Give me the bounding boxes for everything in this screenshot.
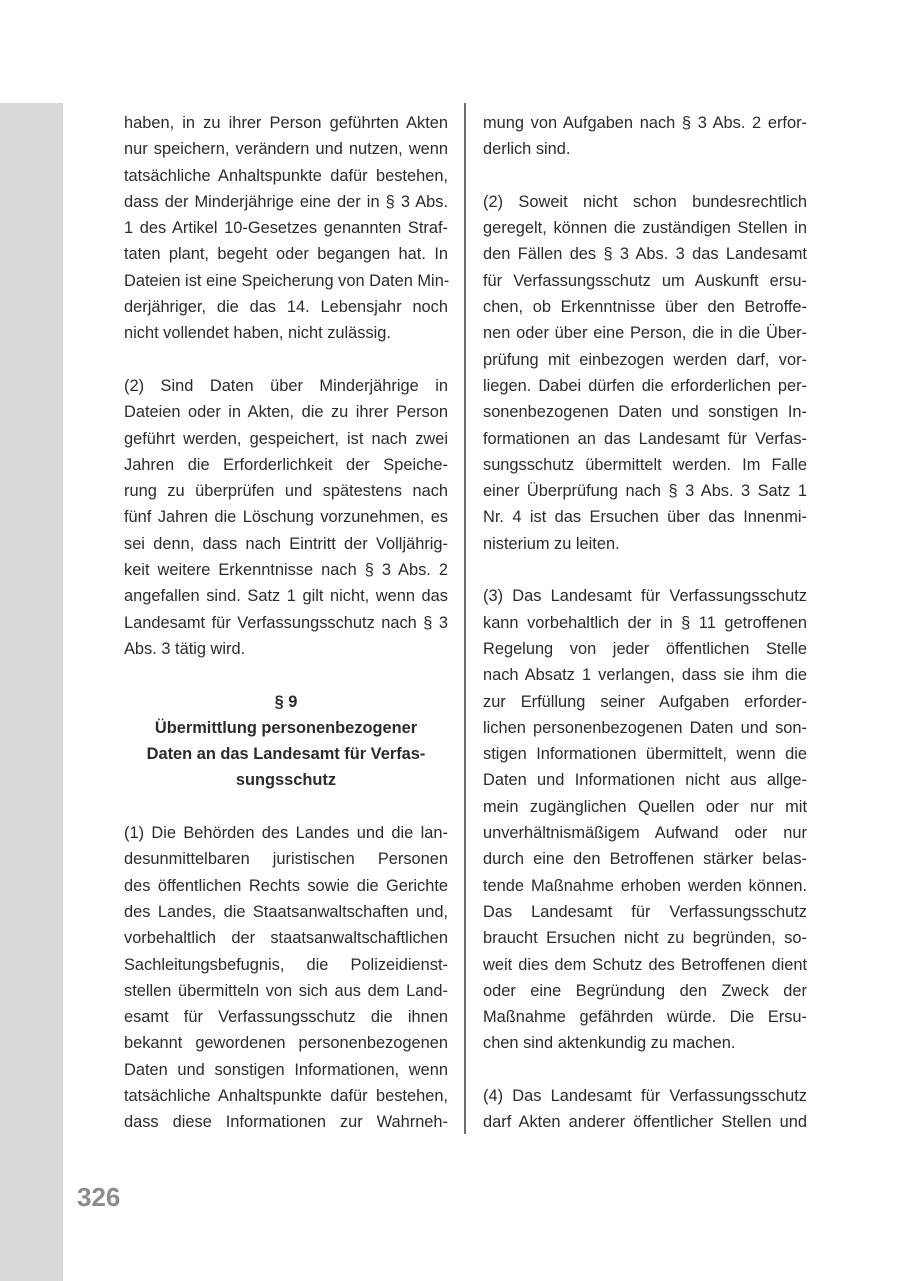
text-line: oder eine Begründung den Zweck der — [483, 981, 807, 1000]
left-paragraph-2 — [124, 373, 448, 662]
text-line: Dateien oder in Akten, die zu ihrer Person — [124, 403, 448, 422]
text-line: tatsächliche Anhaltspunkte dafür bestehen, — [124, 166, 448, 185]
text-line: esamt für Verfassungsschutz die ihnen — [124, 1008, 448, 1027]
text-line: tende Maßnahme erhoben werden können. — [483, 876, 807, 895]
right-paragraph-1 — [483, 110, 807, 163]
text-line: dass der Minderjährige eine der in § 3 Abs. — [124, 192, 448, 211]
text-line: kann vorbehaltlich der in § 11 getroffenen — [483, 613, 807, 632]
section-title-line: Daten an das Landesamt für Verfas- — [146, 745, 426, 764]
text-line: stigen Informationen übermittelt, wenn die — [483, 745, 807, 764]
page-number: 326 — [77, 1182, 121, 1212]
text-line: den Fällen des § 3 Abs. 3 das Landesamt — [483, 245, 807, 264]
text-line: einer Überprüfung nach § 3 Abs. 3 Satz 1 — [483, 482, 807, 501]
text-line: stellen übermitteln von sich aus dem Land- — [124, 981, 448, 1000]
text-line: Landesamt für Verfassungsschutz nach § 3 — [124, 613, 448, 632]
text-line: Abs. 3 tätig wird. — [124, 639, 246, 658]
section-title-line: Übermittlung personenbezogener — [154, 718, 418, 737]
text-line: dass diese Informationen zur Wahrneh- — [124, 1113, 448, 1132]
text-line: Nr. 4 ist das Ersuchen über das Innenmi- — [483, 508, 807, 527]
right-column — [483, 110, 807, 1136]
text-line: rung zu überprüfen und spätestens nach — [124, 482, 448, 501]
left-column — [124, 110, 448, 1136]
text-line: (2) Soweit nicht schon bundesrechtlich — [483, 192, 807, 211]
text-line: Jahren die Erforderlichkeit der Speiche- — [124, 455, 448, 474]
text-line: unverhältnismäßigem Aufwand oder nur — [483, 824, 807, 843]
right-paragraph-4 — [483, 1083, 807, 1136]
text-line: Daten und sonstigen Informationen, wenn — [124, 1060, 448, 1079]
text-line: Daten und Informationen nicht aus allge- — [483, 771, 807, 790]
text-line: sungsschutz übermittelt werden. Im Falle — [483, 455, 807, 474]
text-line: nach Absatz 1 verlangen, dass sie ihm die — [483, 666, 807, 685]
section-heading — [124, 689, 448, 794]
text-line: formationen an das Landesamt für Verfas- — [483, 429, 807, 448]
text-line: vorbehaltlich der staatsanwaltschaftlichen — [124, 929, 448, 948]
text-line: (4) Das Landesamt für Verfassungsschutz — [483, 1086, 807, 1105]
text-line: weit dies dem Schutz des Betroffenen dient — [483, 955, 807, 974]
text-line: desunmittelbaren juristischen Personen — [124, 850, 448, 869]
side-margin-band — [0, 103, 63, 1281]
text-line: derlich sind. — [483, 140, 571, 159]
left-paragraph-3 — [124, 820, 448, 1136]
text-line: Maßnahme gefährden würde. Die Ersu- — [483, 1008, 807, 1027]
text-line: (2) Sind Daten über Minderjährige in — [124, 376, 448, 395]
text-line: Regelung von jeder öffentlichen Stelle — [483, 639, 807, 658]
text-line: nisterium zu leiten. — [483, 534, 620, 553]
text-line: haben, in zu ihrer Person geführten Akten — [124, 114, 448, 132]
text-line: tatsächliche Anhaltspunkte dafür bestehen, — [124, 1086, 448, 1105]
text-line: Sachleitungsbefugnis, die Polizeidienst- — [124, 955, 448, 974]
text-line: keit weitere Erkenntnisse nach § 3 Abs. 2 — [124, 561, 448, 580]
column-divider — [464, 103, 466, 1134]
text-line: sonenbezogenen Daten und sonstigen In- — [483, 403, 807, 422]
text-line: prüfung mit einbezogen werden darf, vor- — [483, 350, 807, 369]
text-line: mung von Aufgaben nach § 3 Abs. 2 erfor- — [483, 114, 807, 132]
text-line: fünf Jahren die Löschung vorzunehmen, es — [124, 508, 448, 527]
text-line: des Landes, die Staatsanwaltschaften und, — [124, 902, 448, 921]
text-line: chen sind aktenkundig zu machen. — [483, 1034, 736, 1053]
text-line: des öffentlichen Rechts sowie die Gerichte — [124, 876, 448, 895]
text-line: durch eine den Betroffenen stärker belas- — [483, 850, 807, 869]
text-line: taten plant, begeht oder begangen hat. In — [124, 245, 448, 264]
left-paragraph-1 — [124, 110, 448, 347]
text-line: sei denn, dass nach Eintritt der Volljährig- — [124, 534, 448, 553]
text-line: geregelt, können die zuständigen Stellen in — [483, 219, 807, 238]
text-line: mein zugänglichen Quellen oder nur mit — [483, 797, 807, 816]
text-line: angefallen sind. Satz 1 gilt nicht, wenn das — [124, 587, 448, 606]
text-line: 1 des Artikel 10-Gesetzes genannten Straf- — [124, 219, 448, 238]
text-line: nur speichern, verändern und nutzen, wenn — [124, 140, 448, 159]
text-line: chen, ob Erkenntnisse über den Betroffe- — [483, 298, 807, 317]
right-paragraph-3 — [483, 583, 807, 1056]
text-line: braucht Ersuchen nicht zu begründen, so- — [483, 929, 807, 948]
text-line: zur Erfüllung seiner Aufgaben erforder- — [483, 692, 807, 711]
text-line: bekannt gewordenen personenbezogenen — [124, 1034, 448, 1053]
text-line: nen oder über eine Person, die in die Über- — [483, 324, 807, 343]
text-line: Dateien ist eine Speicherung von Daten Min- — [124, 271, 450, 290]
text-line: lichen personenbezogenen Daten und son- — [483, 718, 807, 737]
text-line: geführt werden, gespeichert, ist nach zwei — [124, 429, 448, 448]
right-paragraph-2 — [483, 189, 807, 557]
section-title-line: sungsschutz — [235, 771, 337, 790]
text-line: derjähriger, die das 14. Lebensjahr noch — [124, 298, 448, 317]
section-number: § 9 — [274, 692, 298, 711]
text-line: (3) Das Landesamt für Verfassungsschutz — [483, 587, 807, 606]
text-line: nicht vollendet haben, nicht zulässig. — [124, 324, 391, 343]
text-line: (1) Die Behörden des Landes und die lan- — [124, 824, 448, 843]
text-line: darf Akten anderer öffentlicher Stellen und — [483, 1113, 807, 1132]
text-line: liegen. Dabei dürfen die erforderlichen per- — [483, 376, 807, 395]
text-line: Das Landesamt für Verfassungsschutz — [483, 902, 807, 921]
text-line: für Verfassungsschutz um Auskunft ersu- — [483, 271, 807, 290]
